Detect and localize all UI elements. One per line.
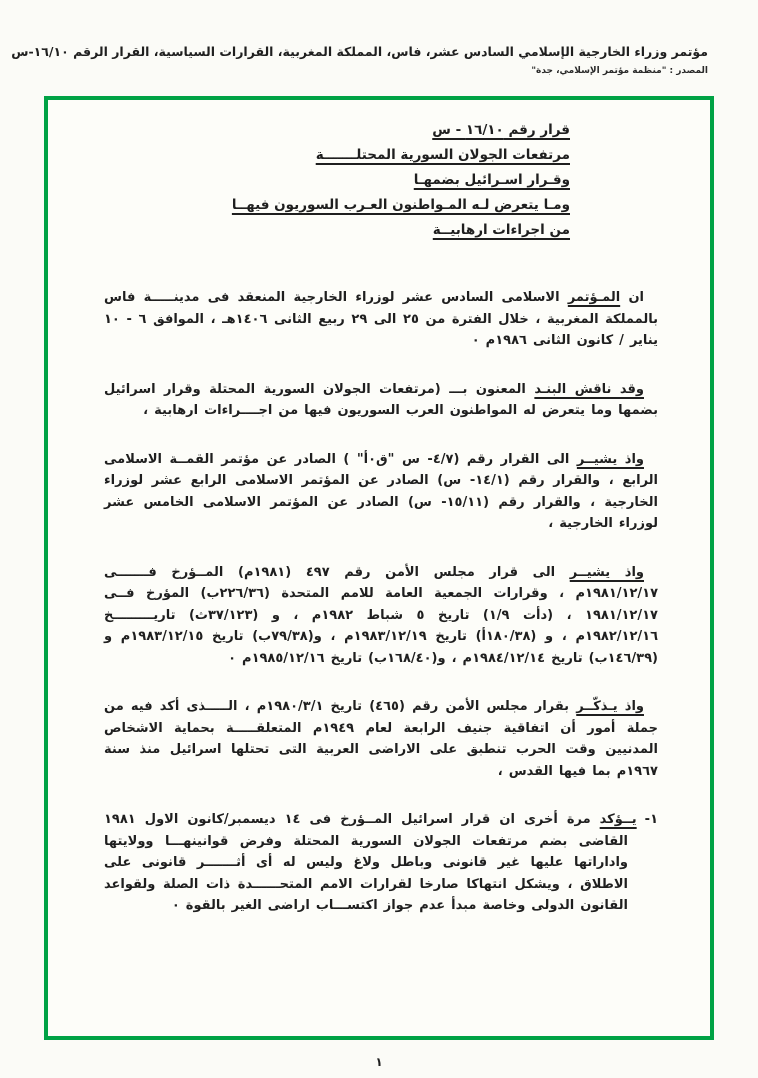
paragraph-text: الاسلامى السادس عشر لوزراء الخارجية المنعقد فى مدينـــــة فاس بالمملكة المغربية ، خلال الفترة من ٢٥ الى ٢٩ ربيع الثانى ١٤٠٦هـ ، الموافق ٦ - ١٠ يناير / كانون الثانى ١٩٨٦م ٠ [104, 290, 658, 348]
paragraph-lead: يــؤكد [599, 812, 637, 827]
paragraph-preamble [104, 287, 658, 352]
paragraph-lead: وقد ناقش البنـد [534, 381, 644, 397]
paragraph-recalling-security-council-465 [104, 696, 658, 782]
paragraph-lead: واذ يشيــر [569, 564, 644, 580]
paragraph-text: بقرار مجلس الأمن رقم (٤٦٥) تاريخ ١٩٨٠/٣/١م ، الـــــذى أكد فيه من جملة أمور أن اتفاقية جنيف الرابعة لعام ١٩٤٩م المتعلقـــــة بحماية الاشخاص المدنيين وقت الحرب تنطبق على الاراضى العربية التى تحتلها اسرائيل منذ سنة ١٩٦٧م بما فيها القدس ، [104, 699, 658, 779]
paragraph-lead: المـؤتمر [567, 290, 621, 305]
paragraph-recalling-summit-resolutions [104, 449, 658, 535]
page-number: ١ [375, 1055, 383, 1069]
paragraph-recalling-un-resolutions [104, 562, 658, 670]
resolution-body [104, 287, 658, 917]
paragraph-lead: واذ يـذكّــر [576, 699, 644, 714]
page-header [11, 44, 708, 76]
item-number: ١- [644, 812, 659, 827]
document-frame [44, 96, 714, 1040]
page-footer [0, 1051, 758, 1070]
resolution-title-line: من اجراءات ارهابيــة [432, 222, 570, 238]
paragraph-lead: واذ يشيــر [576, 451, 644, 467]
paragraph-text: المعنون بـــ (مرتفعات الجولان السورية المحتلة وقرار اسرائيل بضمها وما يتعرض له المواطنون العرب السوريون فيها من اجــــراءات ارهابية ، [104, 381, 658, 418]
paragraph-agenda-item [104, 379, 658, 422]
resolution-title-block [104, 118, 570, 243]
resolution-title-line: قرار رقم ١٦/١٠ - س [432, 122, 570, 138]
resolution-title-line: مرتفعات الجولان السورية المحتلـــــــة [315, 147, 570, 163]
paragraph-text: الى القرار رقم (٤/٧- س "ق٠أ" ) الصادر عن مؤتمر القمــة الاسلامى الرابع ، والقرار رقم (١٤/١- س) الصادر عن المؤتمر الاسلامى الرابع عشر لوزراء الخارجية ، والقرار رقم (١٥/١١- س) الصادر عن المؤتمر الاسلامى الخامس عشر لوزراء الخارجية ، [104, 451, 659, 531]
resolution-title-line: ومـا يتعرض لـه المـواطنون العـرب السوريون فيهــا [231, 197, 570, 213]
paragraph-text: مرة أخرى ان قرار اسرائيل المــؤرخ فى ١٤ ديسمبر/كانون الاول ١٩٨١ القاضى بضم مرتفعات الجولان السورية المحتلة وفرض قوانينهـــا وولايتها واداراتها عليها غير قانونى وباطل ولاغ وليس له أى أثـــــــر قانونى على الاطلاق ، ويشكل انتهاكا صارخا لقرارات الامم المتحــــــدة ذات الصلة ولقواعد القانون الدولى وخاصة مبدأ عدم جواز اكتســـاب اراضى الغير بالقوة ٠ [104, 812, 628, 913]
paragraph-text: ان [620, 290, 644, 305]
paragraph-operative-item-1 [104, 809, 658, 917]
resolution-title-line: وقـرار اسـرائيل بضمهـا [413, 172, 570, 188]
paragraph-text: الى قرار مجلس الأمن رقم ٤٩٧ (١٩٨١م) المــؤرخ فـــــــى ١٩٨١/١٢/١٧م ، وقرارات الجمعية العامة للامم المتحدة (٢٢٦/٣٦ب) المؤرخ فــى ١٩٨١/١٢/١٧ ، (دأت ١/٩) تاريخ ٥ شباط ١٩٨٢م ، و (٣٧/١٢٣ث) تاريـــــــــخ ١٩٨٢/١٢/١٦م ، و (١٨٠/٣٨أ) تاريخ ١٩٨٣/١٢/١٩م ، و(٧٩/٣٨ب) تاريخ ١٩٨٣/١٢/١٥م و (١٤٦/٣٩ب) تاريخ ١٩٨٤/١٢/١٤م ، و(١٦٨/٤٠ب) تاريخ ١٩٨٥/١٢/١٦م ٠ [104, 564, 659, 666]
document-source-line: المصدر : "منظمة مؤتمر الإسلامي، جدة" [531, 66, 708, 76]
document-reference-title: مؤتمر وزراء الخارجية الإسلامي السادس عشر، فاس، المملكة المغربية، القرارات السياسية، القرار الرقم ١٦/١٠-س [11, 44, 708, 59]
